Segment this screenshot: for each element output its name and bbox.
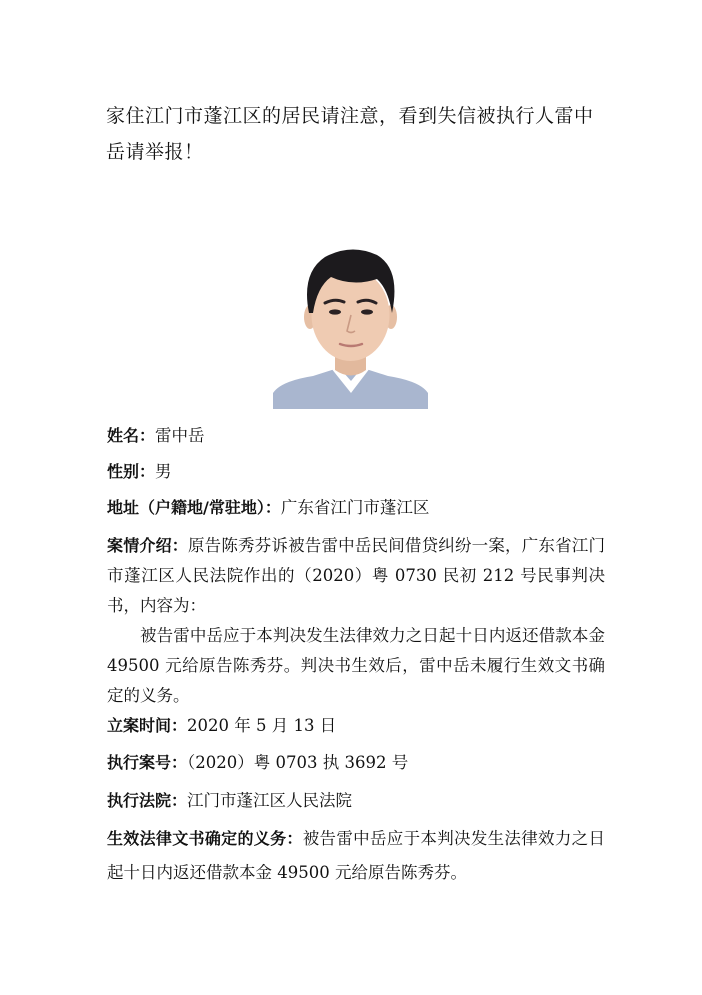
address-label: 地址（户籍地/常驻地）： bbox=[107, 498, 281, 517]
case-intro-value: 原告陈秀芬诉被告雷中岳民间借贷纠纷一案，广东省江门市蓬江区人民法院作出的（2020）粤 0730 民初 212 号民事判决书，内容为： bbox=[107, 536, 605, 615]
court-label: 执行法院： bbox=[107, 791, 188, 810]
page-title: 家住江门市蓬江区的居民请注意，看到失信被执行人雷中岳请举报！ bbox=[106, 105, 594, 163]
name-row bbox=[107, 421, 205, 451]
person-portrait-icon bbox=[273, 243, 428, 409]
gender-row bbox=[107, 457, 172, 487]
name-value: 雷中岳 bbox=[155, 426, 205, 445]
case-number-row bbox=[107, 748, 408, 778]
judgment-detail-paragraph: 被告雷中岳应于本判决发生法律效力之日起十日内返还借款本金 49500 元给原告陈秀芬。判决书生效后，雷中岳未履行生效文书确定的义务。 bbox=[107, 626, 605, 705]
address-row bbox=[107, 493, 429, 523]
obligation-label: 生效法律文书确定的义务： bbox=[107, 829, 303, 848]
gender-value: 男 bbox=[155, 462, 172, 481]
court-row bbox=[107, 786, 352, 816]
case-intro-label: 案情介绍： bbox=[107, 536, 188, 555]
filing-date-row bbox=[107, 711, 336, 741]
address-value: 广东省江门市蓬江区 bbox=[280, 498, 430, 517]
filing-date-label: 立案时间： bbox=[107, 716, 188, 735]
name-label: 姓名： bbox=[107, 426, 156, 445]
court-value: 江门市蓬江区人民法院 bbox=[187, 791, 353, 810]
case-intro-paragraph bbox=[107, 531, 605, 621]
obligation-value: 被告雷中岳应于本判决发生法律效力之日起十日内返还借款本金 49500 元给原告陈秀芬。 bbox=[107, 829, 605, 882]
filing-date-value: 2020 年 5 月 13 日 bbox=[187, 716, 337, 735]
case-number-value: （2020）粤 0703 执 3692 号 bbox=[187, 753, 409, 772]
gender-label: 性别： bbox=[107, 462, 156, 481]
case-number-label: 执行案号： bbox=[107, 753, 188, 772]
obligation-paragraph bbox=[107, 822, 605, 890]
person-photo bbox=[273, 243, 428, 409]
